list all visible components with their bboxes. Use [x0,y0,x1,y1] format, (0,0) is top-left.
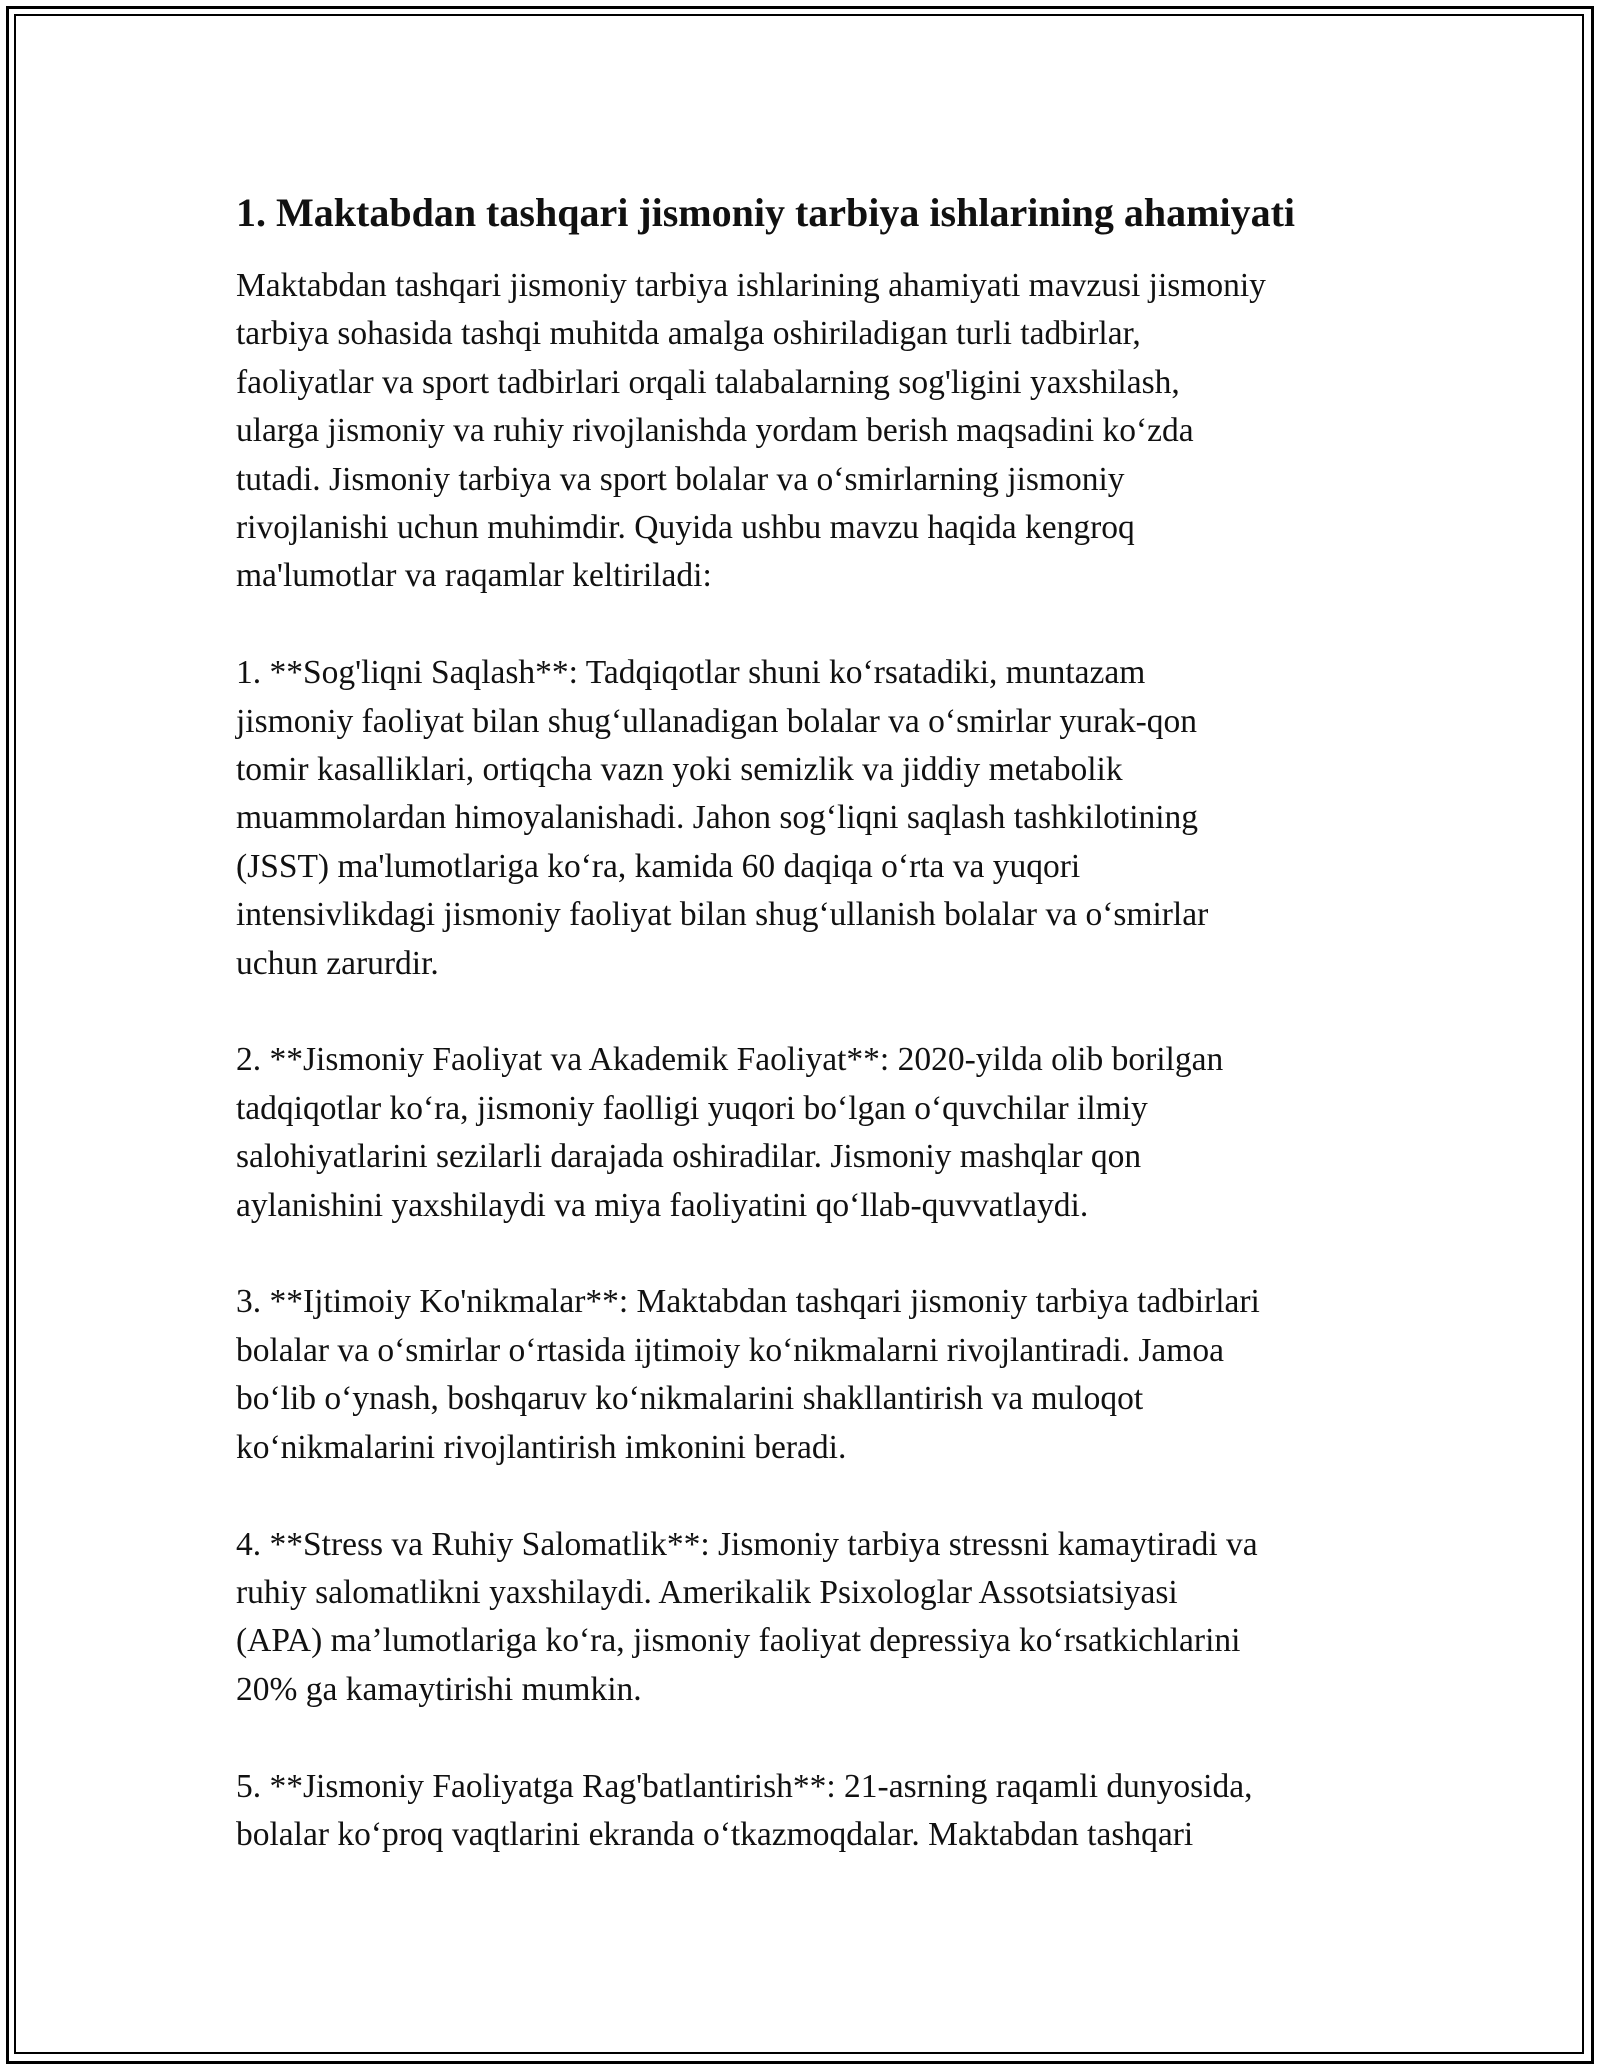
document-title: 1. Maktabdan tashqari jismoniy tarbiya ishlarining ahamiyati [236,190,1296,235]
text-line: Maktabdan tashqari jismoniy tarbiya ishlarining ahamiyati mavzusi jismoniy [236,267,1266,304]
intro-paragraph [236,262,1386,601]
text-line: tutadi. Jismoniy tarbiya va sport bolalar va o‘smirlarning jismoniy [236,460,1125,498]
text-line: faoliyatlar va sport tadbirlari orqali talabalarning sog'ligini yaxshilash, [236,363,1180,401]
list-item-paragraph [236,649,1386,988]
list-item-paragraph [236,1036,1386,1230]
text-line: tarbiya sohasida tashqi muhitda amalga oshiriladigan turli tadbirlar, [236,315,1141,353]
text-line: 3. **Ijtimoiy Ko'nikmalar**: Maktabdan tashqari jismoniy tarbiya tadbirlari [236,1283,1260,1321]
paragraph-spacer [236,1714,1386,1762]
text-line: 1. **Sog'liqni Saqlash**: Tadqiqotlar shuni ko‘rsatadiki, muntazam [236,654,1146,692]
text-line: bolalar va o‘smirlar o‘rtasida ijtimoiy ko‘nikmalarni rivojlantiradi. Jamoa [236,1331,1224,1369]
paragraph-spacer [236,601,1386,649]
text-line: 5. **Jismoniy Faoliyatga Rag'batlantirish**: 21-asrning raqamli dunyosida, [236,1767,1253,1805]
paragraph-list [236,262,1386,1859]
text-line: rivojlanishi uchun muhimdir. Quyida ushbu mavzu haqida kengroq [236,509,1135,547]
paragraph-spacer [236,1472,1386,1520]
text-line: (JSST) ma'lumotlariga ko‘ra, kamida 60 daqiqa o‘rta va yuqori [236,847,1081,885]
text-line: 20% ga kamaytirishi mumkin. [236,1670,642,1708]
text-line: 2. **Jismoniy Faoliyat va Akademik Faoliyat**: 2020-yilda olib borilgan [236,1041,1224,1079]
list-item-paragraph [236,1521,1386,1715]
text-line: muammolardan himoyalanishadi. Jahon sog‘liqni saqlash tashkilotining [236,799,1199,837]
text-line: tomir kasalliklari, ortiqcha vazn yoki semizlik va jiddiy metabolik [236,751,1123,789]
paragraph-spacer [236,988,1386,1036]
paragraph-spacer [236,1230,1386,1278]
text-line: 4. **Stress va Ruhiy Salomatlik**: Jismoniy tarbiya stressni kamaytiradi va [236,1525,1258,1563]
text-line: uchun zarurdir. [236,944,439,982]
text-line: (APA) ma’lumotlariga ko‘ra, jismoniy faoliyat depressiya ko‘rsatkichlarini [236,1622,1241,1660]
text-line: bolalar ko‘proq vaqtlarini ekranda o‘tkazmoqdalar. Maktabdan tashqari [236,1815,1194,1853]
text-line: ruhiy salomatlikni yaxshilaydi. Amerikalik Psixologlar Assotsiatsiyasi [236,1573,1178,1611]
text-line: ma'lumotlar va raqamlar keltiriladi: [236,557,712,595]
text-line: jismoniy faoliyat bilan shug‘ullanadigan bolalar va o‘smirlar yurak-qon [236,702,1198,740]
text-line: bo‘lib o‘ynash, boshqaruv ko‘nikmalarini shakllantirish va muloqot [236,1380,1144,1418]
text-line: tadqiqotlar ko‘ra, jismoniy faolligi yuqori bo‘lgan o‘quvchilar ilmiy [236,1089,1148,1127]
text-line: intensivlikdagi jismoniy faoliyat bilan shug‘ullanish bolalar va o‘smirlar [236,896,1209,934]
text-line: aylanishini yaxshilaydi va miya faoliyatini qo‘llab-quvvatlaydi. [236,1186,1089,1224]
text-line: ularga jismoniy va ruhiy rivojlanishda yordam berish maqsadini ko‘zda [236,412,1194,450]
text-line: salohiyatlarini sezilarli darajada oshiradilar. Jismoniy mashqlar qon [236,1138,1142,1176]
list-item-paragraph [236,1278,1386,1472]
text-line: ko‘nikmalarini rivojlantirish imkonini beradi. [236,1428,847,1466]
document-body [236,188,1386,1859]
list-item-paragraph [236,1763,1386,1860]
